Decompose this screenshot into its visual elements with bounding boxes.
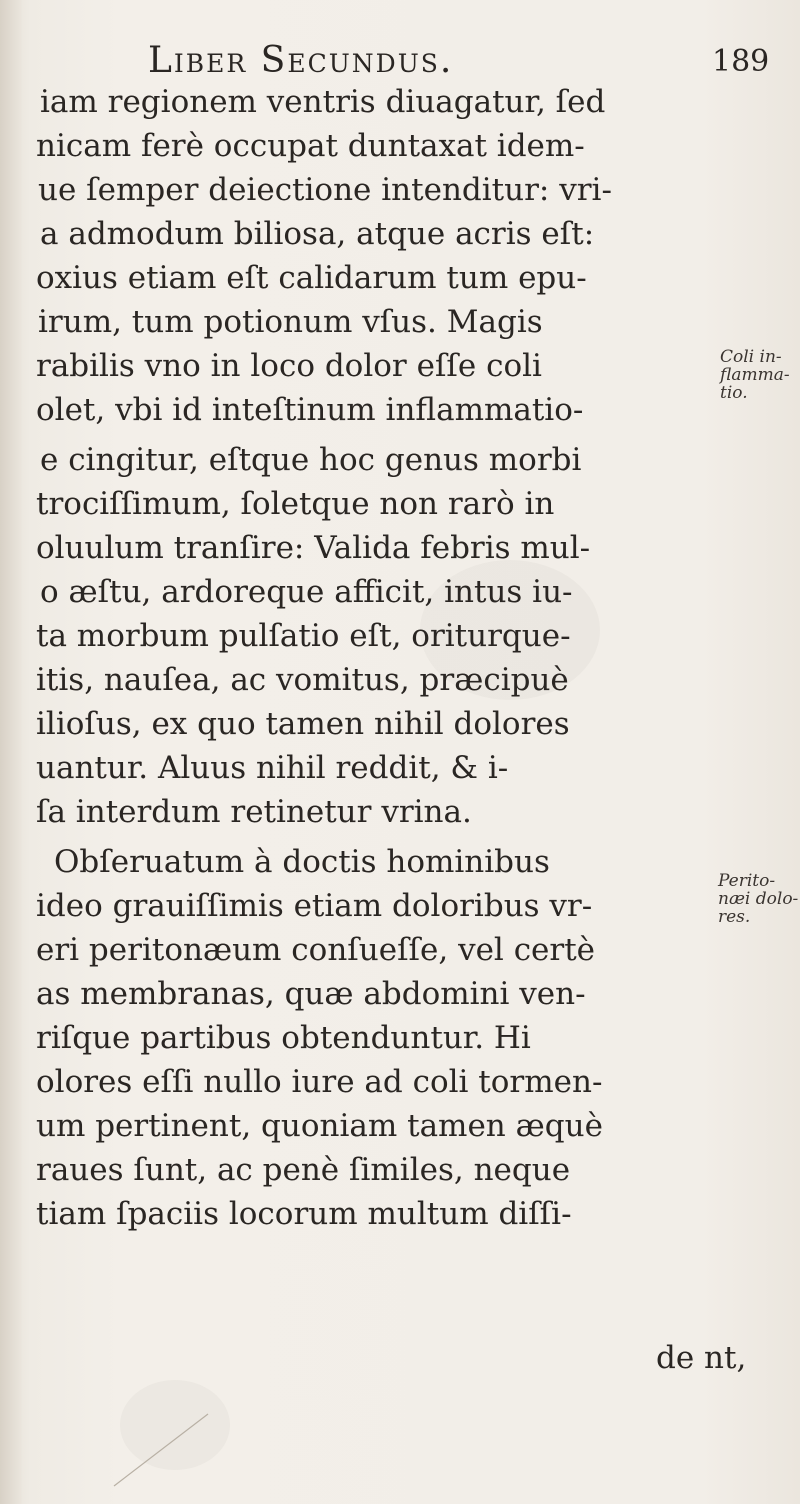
text-line: trociſſimum, ſoletque non rarò in	[36, 486, 555, 522]
text-line: nicam ferè occupat duntaxat idem-	[36, 128, 585, 164]
margin-note-peritonaei	[718, 872, 798, 926]
text-line: rabilis vno in loco dolor eſſe coli	[36, 348, 542, 384]
text-line: a admodum biliosa, atque acris eſt:	[40, 216, 595, 252]
text-line: ideo grauiſſimis etiam doloribus vr-	[36, 888, 593, 924]
text-line: riſque partibus obtenduntur. Hi	[36, 1020, 531, 1056]
text-line: um pertinent, quoniam tamen æquè	[36, 1108, 603, 1144]
catchword: de nt,	[656, 1340, 747, 1376]
text-line: olores eſſi nullo iure ad coli tormen-	[36, 1064, 603, 1100]
text-line: ilioſus, ex quo tamen nihil dolores	[36, 706, 570, 742]
page-gutter	[0, 0, 22, 1504]
text-line: eri peritonæum conſueſſe, vel certè	[36, 932, 596, 968]
text-line: uantur. Aluus nihil reddit, & i-	[36, 750, 509, 786]
margin-note-line: Perito-	[718, 871, 776, 891]
margin-note-line: res.	[718, 907, 751, 927]
text-line: o æſtu, ardoreque afficit, intus iu-	[40, 574, 573, 610]
text-line: Obſeruatum à doctis hominibus	[54, 844, 550, 880]
text-line: oluulum tranſire: Valida febris mul-	[36, 530, 591, 566]
text-line: ue ſemper deiectione intenditur: vri-	[38, 172, 612, 208]
text-line: ſa interdum retinetur vrina.	[36, 794, 472, 830]
text-line: as membranas, quæ abdomini ven-	[36, 976, 586, 1012]
text-line: olet, vbi id inteſtinum inflammatio-	[36, 392, 584, 428]
text-line: iam regionem ventris diuagatur, ſed	[40, 84, 606, 120]
text-line: e cingitur, eſtque hoc genus morbi	[40, 442, 582, 478]
margin-note-line: tio.	[720, 383, 748, 403]
margin-note-coli	[720, 348, 790, 402]
text-line: raues ſunt, ac penè ſimiles, neque	[36, 1152, 571, 1188]
margin-note-line: flamma-	[720, 365, 790, 385]
page-number: 189	[712, 44, 770, 79]
margin-note-line: Coli in-	[720, 347, 782, 367]
margin-note-line: næi dolo-	[718, 889, 799, 909]
text-line: ta morbum pulſatio eſt, oriturque-	[36, 618, 571, 654]
text-line: tiam ſpaciis locorum multum diſſi-	[36, 1196, 572, 1232]
text-line: irum, tum potionum vſus. Magis	[38, 304, 543, 340]
running-title: Liber Secundus.	[148, 40, 454, 81]
pencil-mark	[112, 1410, 232, 1490]
text-line: itis, nauſea, ac vomitus, præcipuè	[36, 662, 569, 698]
text-line: oxius etiam eſt calidarum tum epu-	[36, 260, 587, 296]
